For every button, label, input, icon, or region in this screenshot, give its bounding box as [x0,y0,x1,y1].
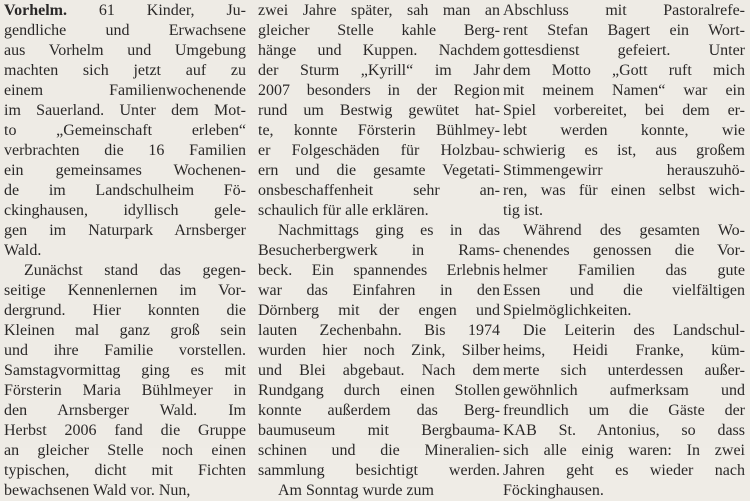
article-line: gottesdienst gefeiert. Unter [503,42,745,59]
article-line: rent Stefan Bagert ein Wort- [503,22,745,39]
article-line: und Blei abgebaut. Nach dem [258,362,500,379]
article-line: im Sauerland. Unter dem Mot- [4,102,246,119]
article-line: dergrund. Hier konnten die [4,302,246,319]
article-line: Die Leiterin des Landschul- [523,322,745,339]
article-line: helmer Familien das gute [503,262,745,279]
article-line: verbrachten die 16 Familien [4,142,246,159]
article-line: schaulich für alle erklären. [258,202,429,219]
article-line: den Arnsberger Wald. Im [4,402,246,419]
article-line: Vorhelm. 61 Kinder, Ju- [4,2,246,19]
article-line: to „Gemeinschaft erleben“ [4,122,246,139]
article-line: gendliche und Erwachsene [4,22,246,39]
article-line: Kleinen mal ganz groß sein [4,322,246,339]
article-line: rund um Bestwig gewütet hat- [258,102,500,119]
article-line: onsbeschaffenheit sehr an- [258,182,500,199]
article-line: heims, Heidi Franke, küm- [503,342,745,359]
dateline: Vorhelm. [4,2,67,19]
article-line: und ihre Familie vorstellen. [4,342,246,359]
article-line: machten sich jetzt auf zu [4,62,246,79]
article-line: gen im Naturpark Arnsberger [4,222,246,239]
article-line: Besucherbergwerk in Rams- [258,242,500,259]
article-line: Dörnberg mit der engen und [258,302,500,319]
article-line: typischen, dicht mit Fichten [4,462,246,479]
article-line: konnte außerdem das Berg- [258,402,500,419]
article-column-1 [4,1,246,501]
article-line: ein gemeinsames Wochenen- [4,162,246,179]
article-line: freundlich um die Gäste der [503,402,745,419]
article-line: an gleicher Stelle noch einen [4,442,246,459]
article-line: der Sturm „Kyrill“ im Jahr [258,62,500,79]
article-line: ckinghausen, idyllisch gele- [4,202,246,219]
article-line: aus Vorhelm und Umgebung [4,42,246,59]
article-line: Spiel vorbereitet, bei dem er- [503,102,745,119]
article-column-2 [258,1,500,501]
article-line: ern und die gesamte Vegetati- [258,162,500,179]
article-line: sich alle einig waren: In zwei [503,442,745,459]
article-line: beck. Ein spannendes Erlebnis [258,262,500,279]
article-line: Abschluss mit Pastoralrefe- [503,2,745,19]
article-line: baumuseum mit Bergbauma- [258,422,500,439]
article-line: Während des gesamten Wo- [523,222,745,239]
article-line: Wald. [4,242,42,259]
article-line: Zunächst stand das gegen- [24,262,246,279]
article-line: einem Familienwochenende [4,82,246,99]
article-line: gleicher Stelle kahle Berg- [258,22,500,39]
article-line: Am Sonntag wurde zum [278,482,434,499]
article-line: Stimmengewirr herauszuhö- [503,162,745,179]
article-line: KAB St. Antonius, so dass [503,422,745,439]
article-line: te, konnte Försterin Bühlmey- [258,122,500,139]
article-line: mit meinem Namen“ war ein [503,82,745,99]
article-line: Spielmöglichkeiten. [503,302,632,319]
article-line: er Folgeschäden für Holzbau- [258,142,500,159]
article-line: war das Einfahren in den [258,282,500,299]
article-line: sammlung besichtigt werden. [258,462,500,479]
article-line: hänge und Kuppen. Nachdem [258,42,500,59]
article-line: Försterin Maria Bühlmeyer in [4,382,246,399]
article-line: de im Landschulheim Fö- [4,182,246,199]
article-line: tig ist. [503,202,544,219]
article-line: zwei Jahre später, sah man an [258,2,500,19]
article-line: schinen und die Mineralien- [258,442,500,459]
article-line: Föckinghausen. [503,482,604,499]
article-line: lauten Zechenbahn. Bis 1974 [258,322,500,339]
article-line: chenendes genossen die Vor- [503,242,745,259]
article-line: Essen und die vielfältigen [503,282,745,299]
article-line: dem Motto „Gott ruft mich [503,62,745,79]
article-column-3 [503,1,745,501]
article-line: schwierig es ist, aus großem [503,142,745,159]
article-line: Jahren geht es wieder nach [503,462,745,479]
article-line: Herbst 2006 fand die Gruppe [4,422,246,439]
article-line: ren, was für einen selbst wich- [503,182,745,199]
article-line: 2007 besonders in der Region [258,82,500,99]
article-line: Samstagvormittag ging es mit [4,362,246,379]
article-line: lebt werden konnte, wie [503,122,745,139]
article-line: seitige Kennenlernen im Vor- [4,282,246,299]
article-line: Nachmittags ging es in das [278,222,500,239]
article-line: Rundgang durch einen Stollen [258,382,500,399]
article-line: merte sich unterdessen außer- [503,362,745,379]
article-line: wurden hier noch Zink, Silber [258,342,500,359]
article-line: gewöhnlich aufmerksam und [503,382,745,399]
article-line: bewachsenen Wald vor. Nun, [4,482,191,499]
